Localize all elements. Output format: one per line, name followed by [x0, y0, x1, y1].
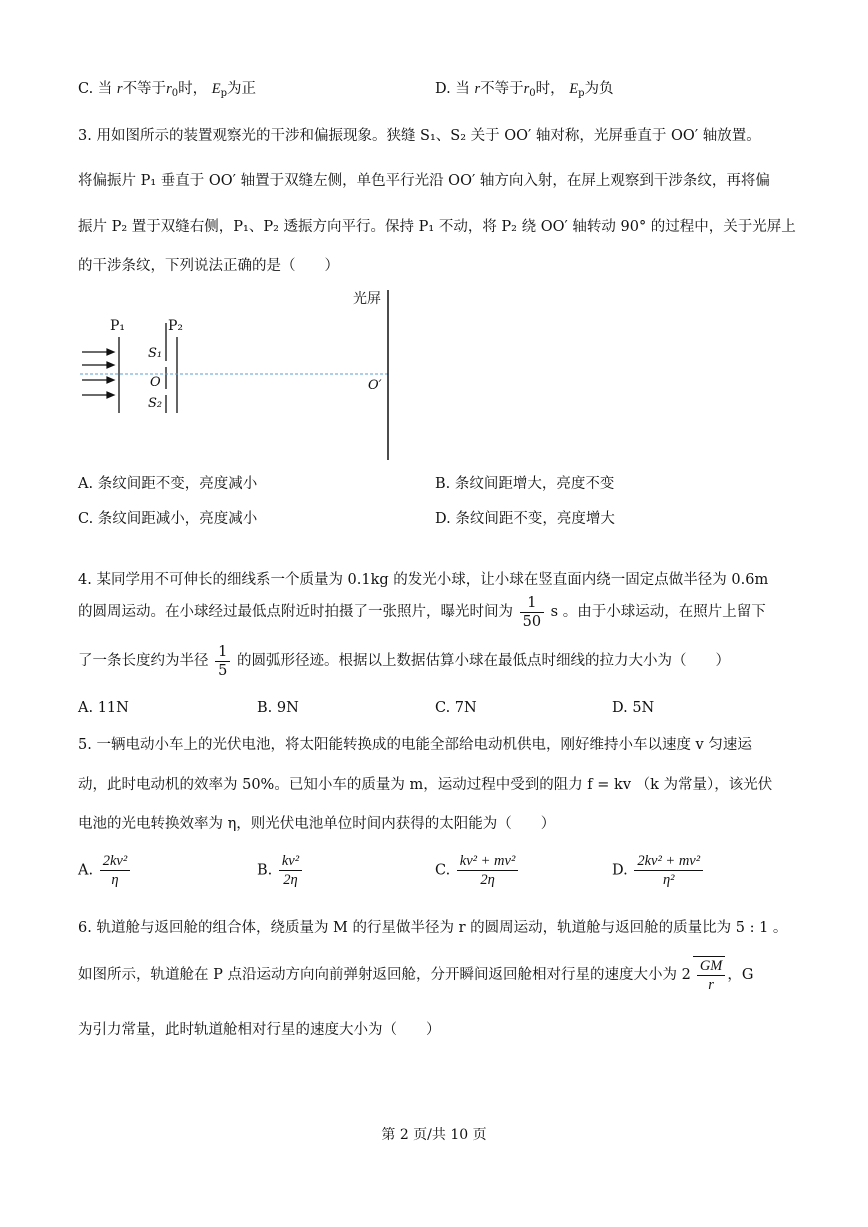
q2-option-c: C. 当 r不等于$r_0$时， $E_p$为正: [78, 81, 256, 99]
screen-label: 光屏: [353, 291, 381, 307]
exposure-fraction: $\frac{1}{50}$: [520, 594, 544, 631]
q3-line-4: 的干涉条纹，下列说法正确的是（ ）: [78, 258, 339, 274]
q3-line-2: 将偏振片 P₁ 垂直于 OO′ 轴置于双缝左侧，单色平行光沿 OO′ 轴方向入射，在屏上观察到干涉条纹，再将偏: [78, 173, 770, 189]
s1-label: S₁: [148, 346, 163, 361]
q3-figure: [70, 285, 410, 465]
arc-fraction: $\frac{1}{5}$: [215, 643, 230, 680]
q3-option-a: A. 条纹间距不变，亮度减小: [78, 476, 258, 492]
q3-option-b: B. 条纹间距增大，亮度不变: [435, 476, 615, 492]
oprime-label: O′: [368, 378, 382, 393]
q5-option-d: D. $\frac{\text{2kv² + mv²}}{\text{η²}}$: [612, 852, 705, 889]
q4-option-b: B. 9N: [257, 700, 299, 716]
q5-option-b: B. $\frac{\text{kv²}}{2\eta}$: [257, 852, 304, 889]
q3-option-d: D. 条纹间距不变，亮度增大: [435, 511, 615, 527]
q5-line-3: 电池的光电转换效率为 η，则光伏电池单位时间内获得的太阳能为（ ）: [78, 816, 556, 832]
q6-line-2: 如图所示，轨道舱在 P 点沿运动方向向前弹射返回舱，分开瞬间返回舱相对行星的速度大小为 2 $\frac{GM}{r}$ ，G: [78, 958, 754, 993]
o-label: O: [150, 375, 161, 390]
q4-option-c: C. 7N: [435, 700, 477, 716]
q6-line-3: 为引力常量，此时轨道舱相对行星的速度大小为（ ）: [78, 1022, 441, 1038]
q5-option-a: A. $\frac{\text{2kv²}}{\eta}$: [78, 852, 132, 889]
q3-line-1: 3. 用如图所示的装置观察光的干涉和偏振现象。狭缝 S₁、S₂ 关于 OO′ 轴对称，光屏垂直于 OO′ 轴放置。: [78, 128, 761, 144]
s2-label: S₂: [148, 396, 163, 411]
q6-line-1: 6. 轨道舱与返回舱的组合体，绕质量为 M 的行星做半径为 r 的圆周运动，轨道舱与返回舱的质量比为 5 : 1 。: [78, 920, 788, 936]
q4-option-d: D. 5N: [612, 700, 655, 716]
q2-option-d: D. 当 r不等于$r_0$时， $E_p$为负: [435, 81, 614, 99]
p2-label: P₂: [168, 318, 184, 334]
q5-line-2: 动，此时电动机的效率为 50%。已知小车的质量为 m，运动过程中受到的阻力 f = kv （k 为常量），该光伏: [78, 777, 773, 793]
q3-line-3: 振片 P₂ 置于双缝右侧，P₁、P₂ 透振方向平行。保持 P₁ 不动，将 P₂ 绕 OO′ 轴转动 90° 的过程中，关于光屏上: [78, 219, 796, 235]
q4-line-3: 了一条长度约为半径 $\frac{1}{5}$ 的圆弧形径迹。根据以上数据估算小球在最低点时细线的拉力大小为（ ）: [78, 643, 730, 679]
q3-option-c: C. 条纹间距减小，亮度减小: [78, 511, 258, 527]
q5-option-c: C. $\frac{\text{kv² + mv²}}{2\eta}$: [435, 852, 520, 889]
q4-option-a: A. 11N: [78, 700, 129, 716]
sqrt-fraction: $\frac{GM}{r}$: [693, 956, 726, 994]
page-footer: 第 2 页/共 10 页: [381, 1127, 487, 1143]
q5-line-1: 5. 一辆电动小车上的光伏电池，将太阳能转换成的电能全部给电动机供电，刚好维持小车以速度 v 匀速运: [78, 737, 752, 753]
q4-line-1: 4. 某同学用不可伸长的细线系一个质量为 0.1kg 的发光小球，让小球在竖直面内绕一固定点做半径为 0.6m: [78, 572, 769, 588]
q4-line-2: 的圆周运动。在小球经过最低点附近时拍摄了一张照片，曝光时间为 $\frac{1}{50}$ s 。由于小球运动，在照片上留下: [78, 594, 766, 630]
p1-label: P₁: [110, 318, 126, 334]
